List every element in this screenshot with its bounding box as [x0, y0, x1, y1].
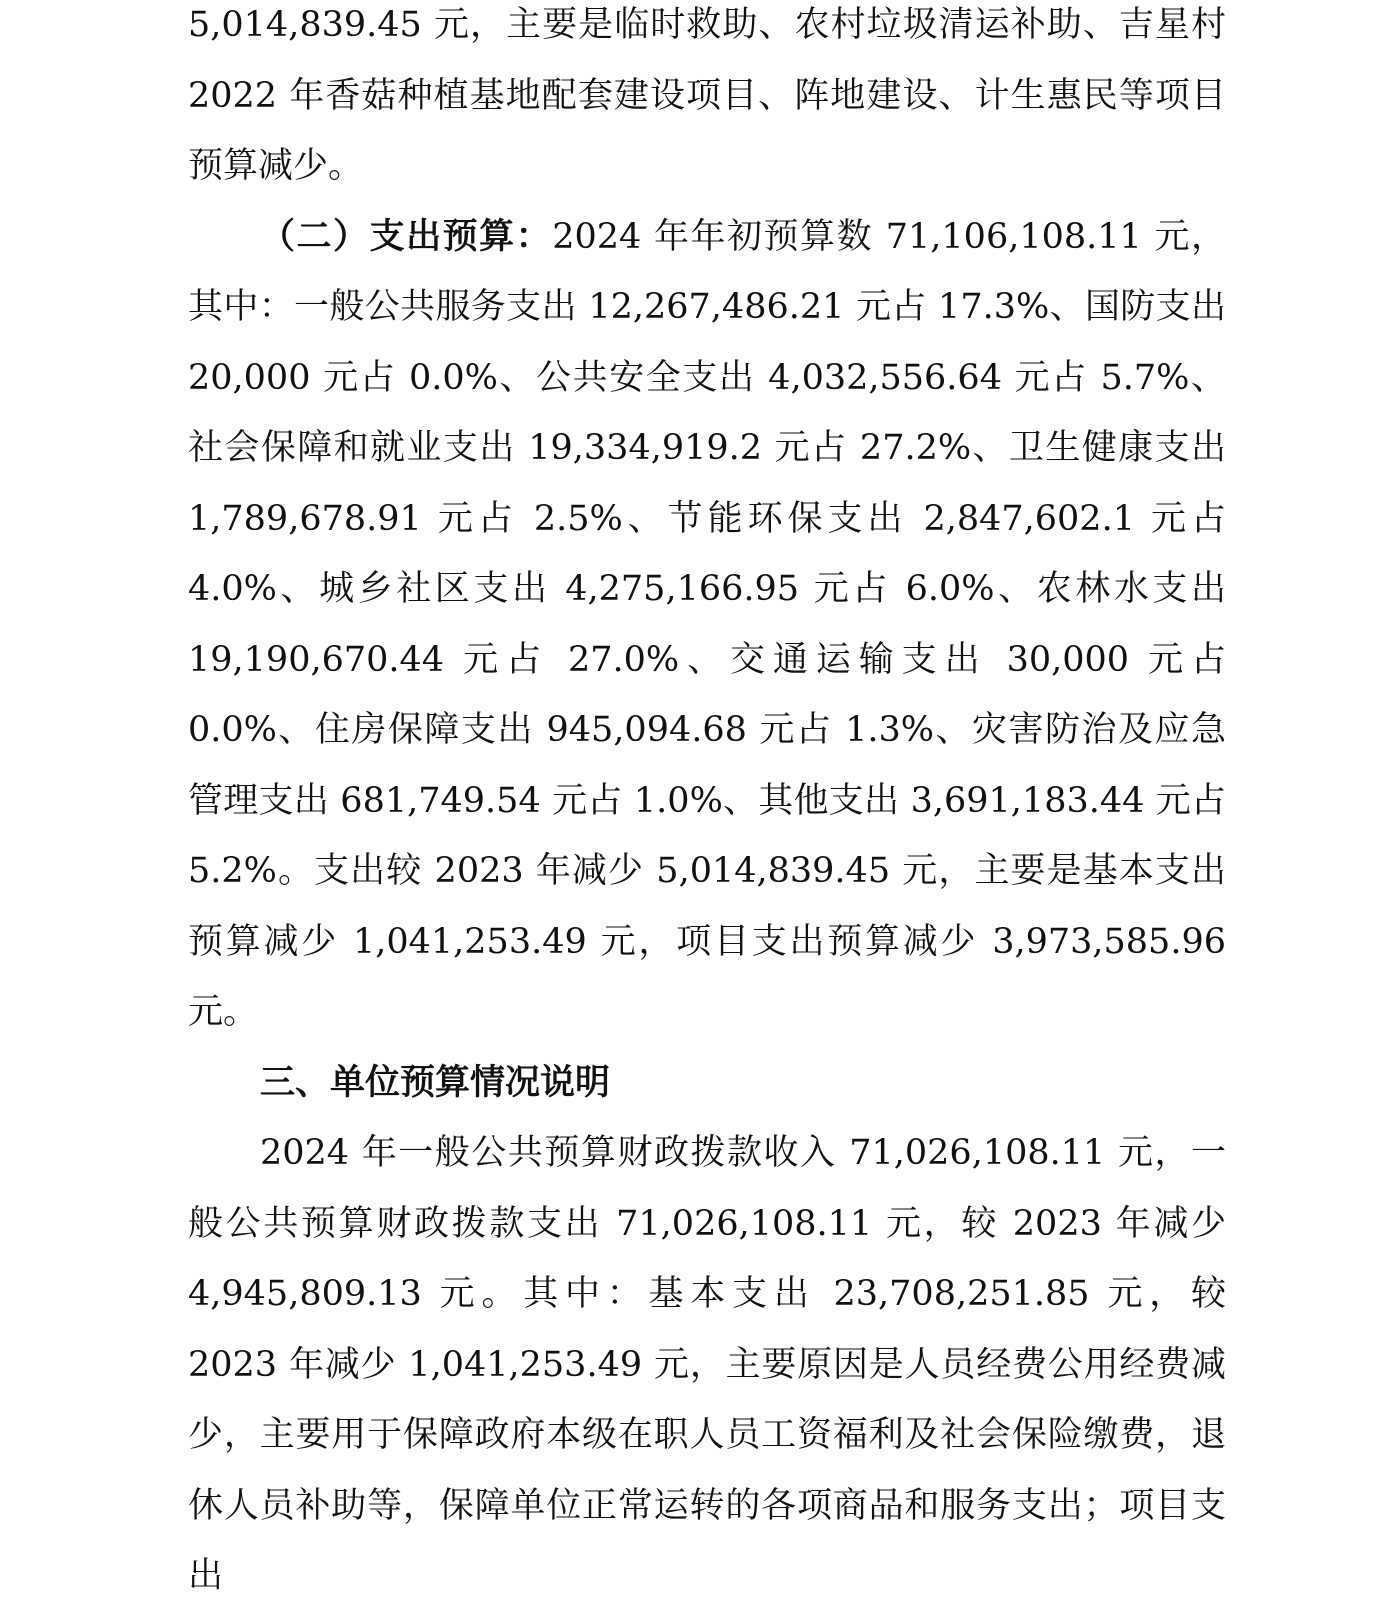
paragraph-expenditure-budget	[188, 202, 1226, 1048]
section-heading: 三、单位预算情况说明	[260, 1062, 611, 1103]
paragraph-text: 5,014,839.45 元，主要是临时救助、农村垃圾清运补助、吉星村 2022 年香菇种植基地配套建设项目、阵地建设、计生惠民等项目预算减少。	[188, 5, 1226, 186]
paragraph-unit-budget	[188, 1118, 1226, 1612]
paragraph-income-reduction-note	[188, 0, 1226, 202]
paragraph-text: 2024 年年初预算数 71,106,108.11 元，其中：一般公共服务支出 12,267,486.21 元占 17.3%、国防支出 20,000 元占 0.0%、公共安全支出 4,032,556.64 元占 5.7%、社会保障和就业支出 19,334,919.2 元占 27.2%、卫生健康支出 1,789,678.91 元占 2.5%、节能环保支出 2,847,602.1 元占 4.0%、城乡社区支出 4,275,166.95 元占 6.0%、农林水支出 19,190,670.44 元占 27.0%、交通运输支出 30,000 元占 0.0%、住房保障支出 945,094.68 元占 1.3%、灾害防治及应急管理支出 681,749.54 元占 1.0%、其他支出 3,691,183.44 元占 5.2%。支出较 2023 年减少 5,014,839.45 元，主要是基本支出预算减少 1,041,253.49 元，项目支出预算减少 3,973,585.96 元。	[188, 216, 1226, 1032]
paragraph-text: 2024 年一般公共预算财政拨款收入 71,026,108.11 元，一般公共预算财政拨款支出 71,026,108.11 元，较 2023 年减少 4,945,809.13 元。其中：基本支出 23,708,251.85 元，较 2023 年减少 1,041,253.49 元，主要原因是人员经费公用经费减少，主要用于保障政府本级在职人员工资福利及社会保险缴费，退休人员补助等，保障单位正常运转的各项商品和服务支出；项目支出	[188, 1133, 1226, 1596]
document-page	[188, 0, 1226, 1612]
paragraph-lead-label: （二）支出预算：	[260, 215, 553, 257]
